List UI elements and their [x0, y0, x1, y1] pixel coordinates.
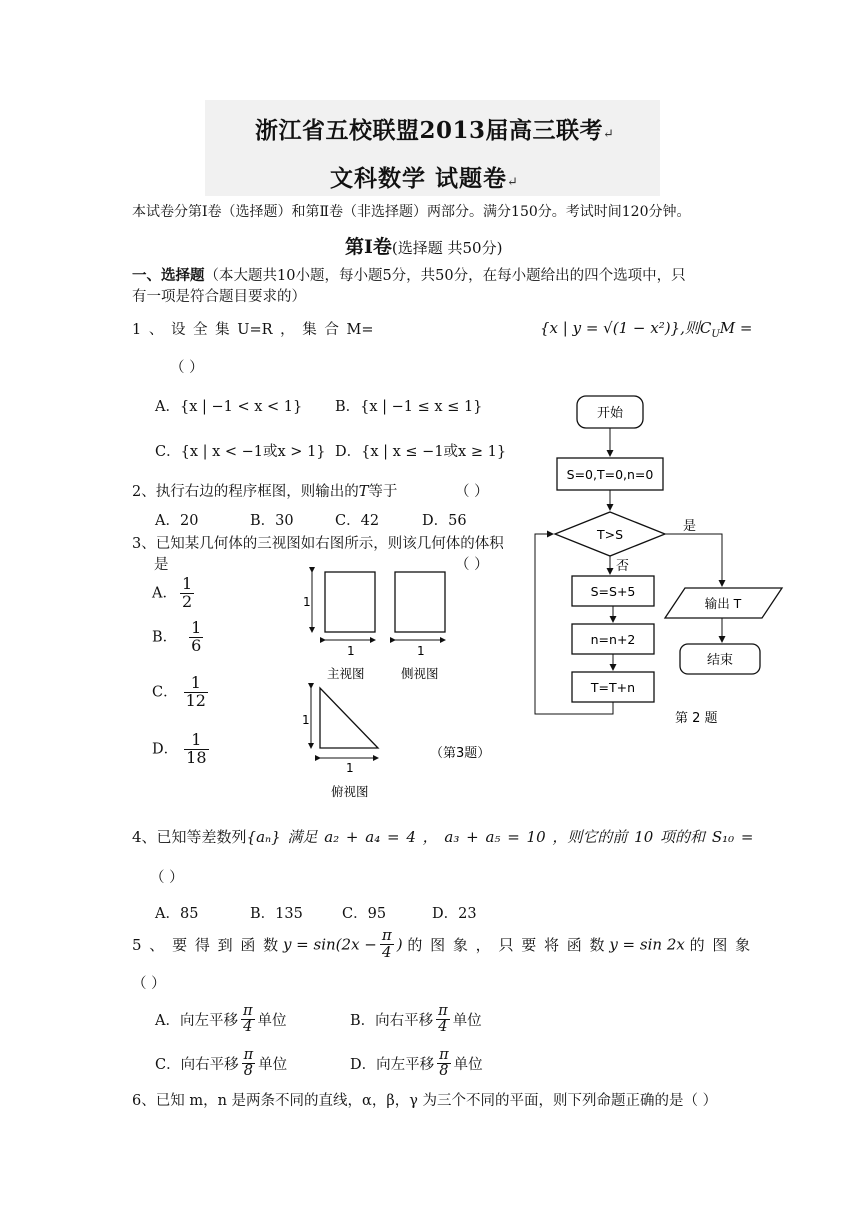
q5-option-a: A．向左平移 $\frac{\pi}{4}$ 单位 — [155, 1003, 287, 1036]
q1-set: {x | y = √(1 − x²)},则$C_UM$ = — [540, 319, 753, 340]
q4-option-c: C．95 — [342, 906, 387, 922]
q3-figure-caption: （第3题） — [430, 746, 491, 761]
q3-option-d: D． $\frac{1}{18}$ — [152, 730, 207, 767]
q4-option-d: D．23 — [432, 906, 477, 922]
q4-blank: （ ） — [150, 870, 184, 886]
q3-stem-line1: 3、已知某几何体的三视图如右图所示，则该几何体的体积 — [132, 536, 504, 552]
q2-blank: （ ） — [455, 484, 489, 500]
flowchart-caption: 第 2 题 — [675, 711, 718, 726]
section-desc-line2: 有一项是符合题目要求的） — [132, 289, 306, 305]
q2-option-b: B．30 — [250, 513, 294, 529]
q1-option-b: B．{x | −1 ≤ x ≤ 1} — [335, 399, 483, 415]
q6-stem: 6、已知 m，n 是两条不同的直线，α，β，γ 为三个不同的平面，则下列命题正确的是（ ） — [132, 1093, 718, 1109]
q5-option-c: C．向右平移 $\frac{\pi}{8}$ 单位 — [155, 1047, 288, 1080]
q3-stem-line2: 是 — [154, 557, 169, 573]
flow-no-label: 否 — [616, 559, 630, 574]
q4-option-b: B．135 — [250, 906, 303, 922]
q2-option-a: A．20 — [155, 513, 199, 529]
intro-text: 本试卷分第Ⅰ卷（选择题）和第Ⅱ卷（非选择题）两部分。满分150分。考试时间120分钟。 — [132, 204, 691, 220]
flow-init-label: S=0,T=0,n=0 — [566, 467, 654, 482]
front-width-label: 1 — [347, 644, 355, 658]
top-view-triangle — [320, 688, 378, 748]
q3-option-c: C． $\frac{1}{12}$ — [152, 673, 206, 710]
q5-blank: （ ） — [132, 976, 166, 992]
q2-option-c: C．42 — [335, 513, 380, 529]
three-views-figure — [295, 560, 525, 805]
flow-end-label: 结束 — [706, 653, 734, 668]
q4-option-a: A．85 — [155, 906, 199, 922]
top-view-label: 俯视图 — [331, 784, 369, 799]
flow-step-t-label: T=T+n — [590, 680, 636, 695]
top-width-label: 1 — [346, 761, 354, 775]
q3-option-b: B． $\frac{1}{6}$ — [152, 618, 202, 655]
top-height-label: 1 — [302, 713, 310, 727]
flowchart-figure — [530, 390, 800, 730]
q1-option-a: A．{x | −1 < x < 1} — [155, 399, 303, 415]
q4-stem: 4、已知等差数列{aₙ} 满足 a₂ + a₄ = 4 ， a₃ + a₅ = 10 ，则它的前 10 项的和 S₁₀ = — [132, 828, 754, 846]
front-view-square — [325, 572, 375, 632]
q3-option-a: A． $\frac{1}{2}$ — [152, 574, 193, 611]
flow-yes-label: 是 — [683, 519, 697, 534]
exam-title: 浙江省五校联盟2013届高三联考↵ — [255, 117, 615, 144]
flow-step-s-label: S=S+5 — [590, 584, 636, 599]
q5-option-d: D．向左平移 $\frac{\pi}{8}$ 单位 — [350, 1047, 483, 1080]
q2-stem: 2、执行右边的程序框图，则输出的T等于 — [132, 484, 398, 500]
q1-option-c: C．{x | x < −1或x > 1} — [155, 444, 326, 460]
q5-stem: 5 、 要 得 到 函 数 y = sin(2x − $\frac{\pi}{4}$ ) 的 图 象 ， 只 要 将 函 数 y = sin 2x 的 图 象 — [132, 926, 751, 961]
side-view-label: 侧视图 — [401, 666, 439, 681]
flow-start-label: 开始 — [596, 406, 624, 421]
q1-stem: 1 、 设 全 集 U=R ， 集 合 M= — [132, 322, 374, 338]
q5-option-b: B．向右平移 $\frac{\pi}{4}$ 单位 — [350, 1003, 482, 1036]
flow-condition-label: T>S — [596, 527, 624, 542]
q1-option-d: D．{x | x ≤ −1或x ≥ 1} — [335, 444, 507, 460]
flow-output-label: 输出 T — [704, 596, 742, 611]
q1-blank: （ ） — [170, 360, 204, 376]
front-view-label: 主视图 — [327, 666, 365, 681]
front-height-label: 1 — [303, 595, 311, 609]
exam-subtitle: 文科数学 试题卷↵ — [330, 165, 519, 192]
side-width-label: 1 — [417, 644, 425, 658]
section-header: 一、选择题（本大题共10小题，每小题5分，共50分，在每小题给出的四个选项中，只 — [132, 267, 686, 284]
side-view-square — [395, 572, 445, 632]
q2-option-d: D．56 — [422, 513, 467, 529]
part-title: 第Ⅰ卷(选择题 共50分) — [345, 236, 503, 258]
q3-blank: （ ） — [455, 557, 489, 573]
flow-step-n-label: n=n+2 — [590, 632, 636, 647]
return-mark: ↵ — [603, 127, 615, 142]
return-mark: ↵ — [507, 175, 519, 190]
